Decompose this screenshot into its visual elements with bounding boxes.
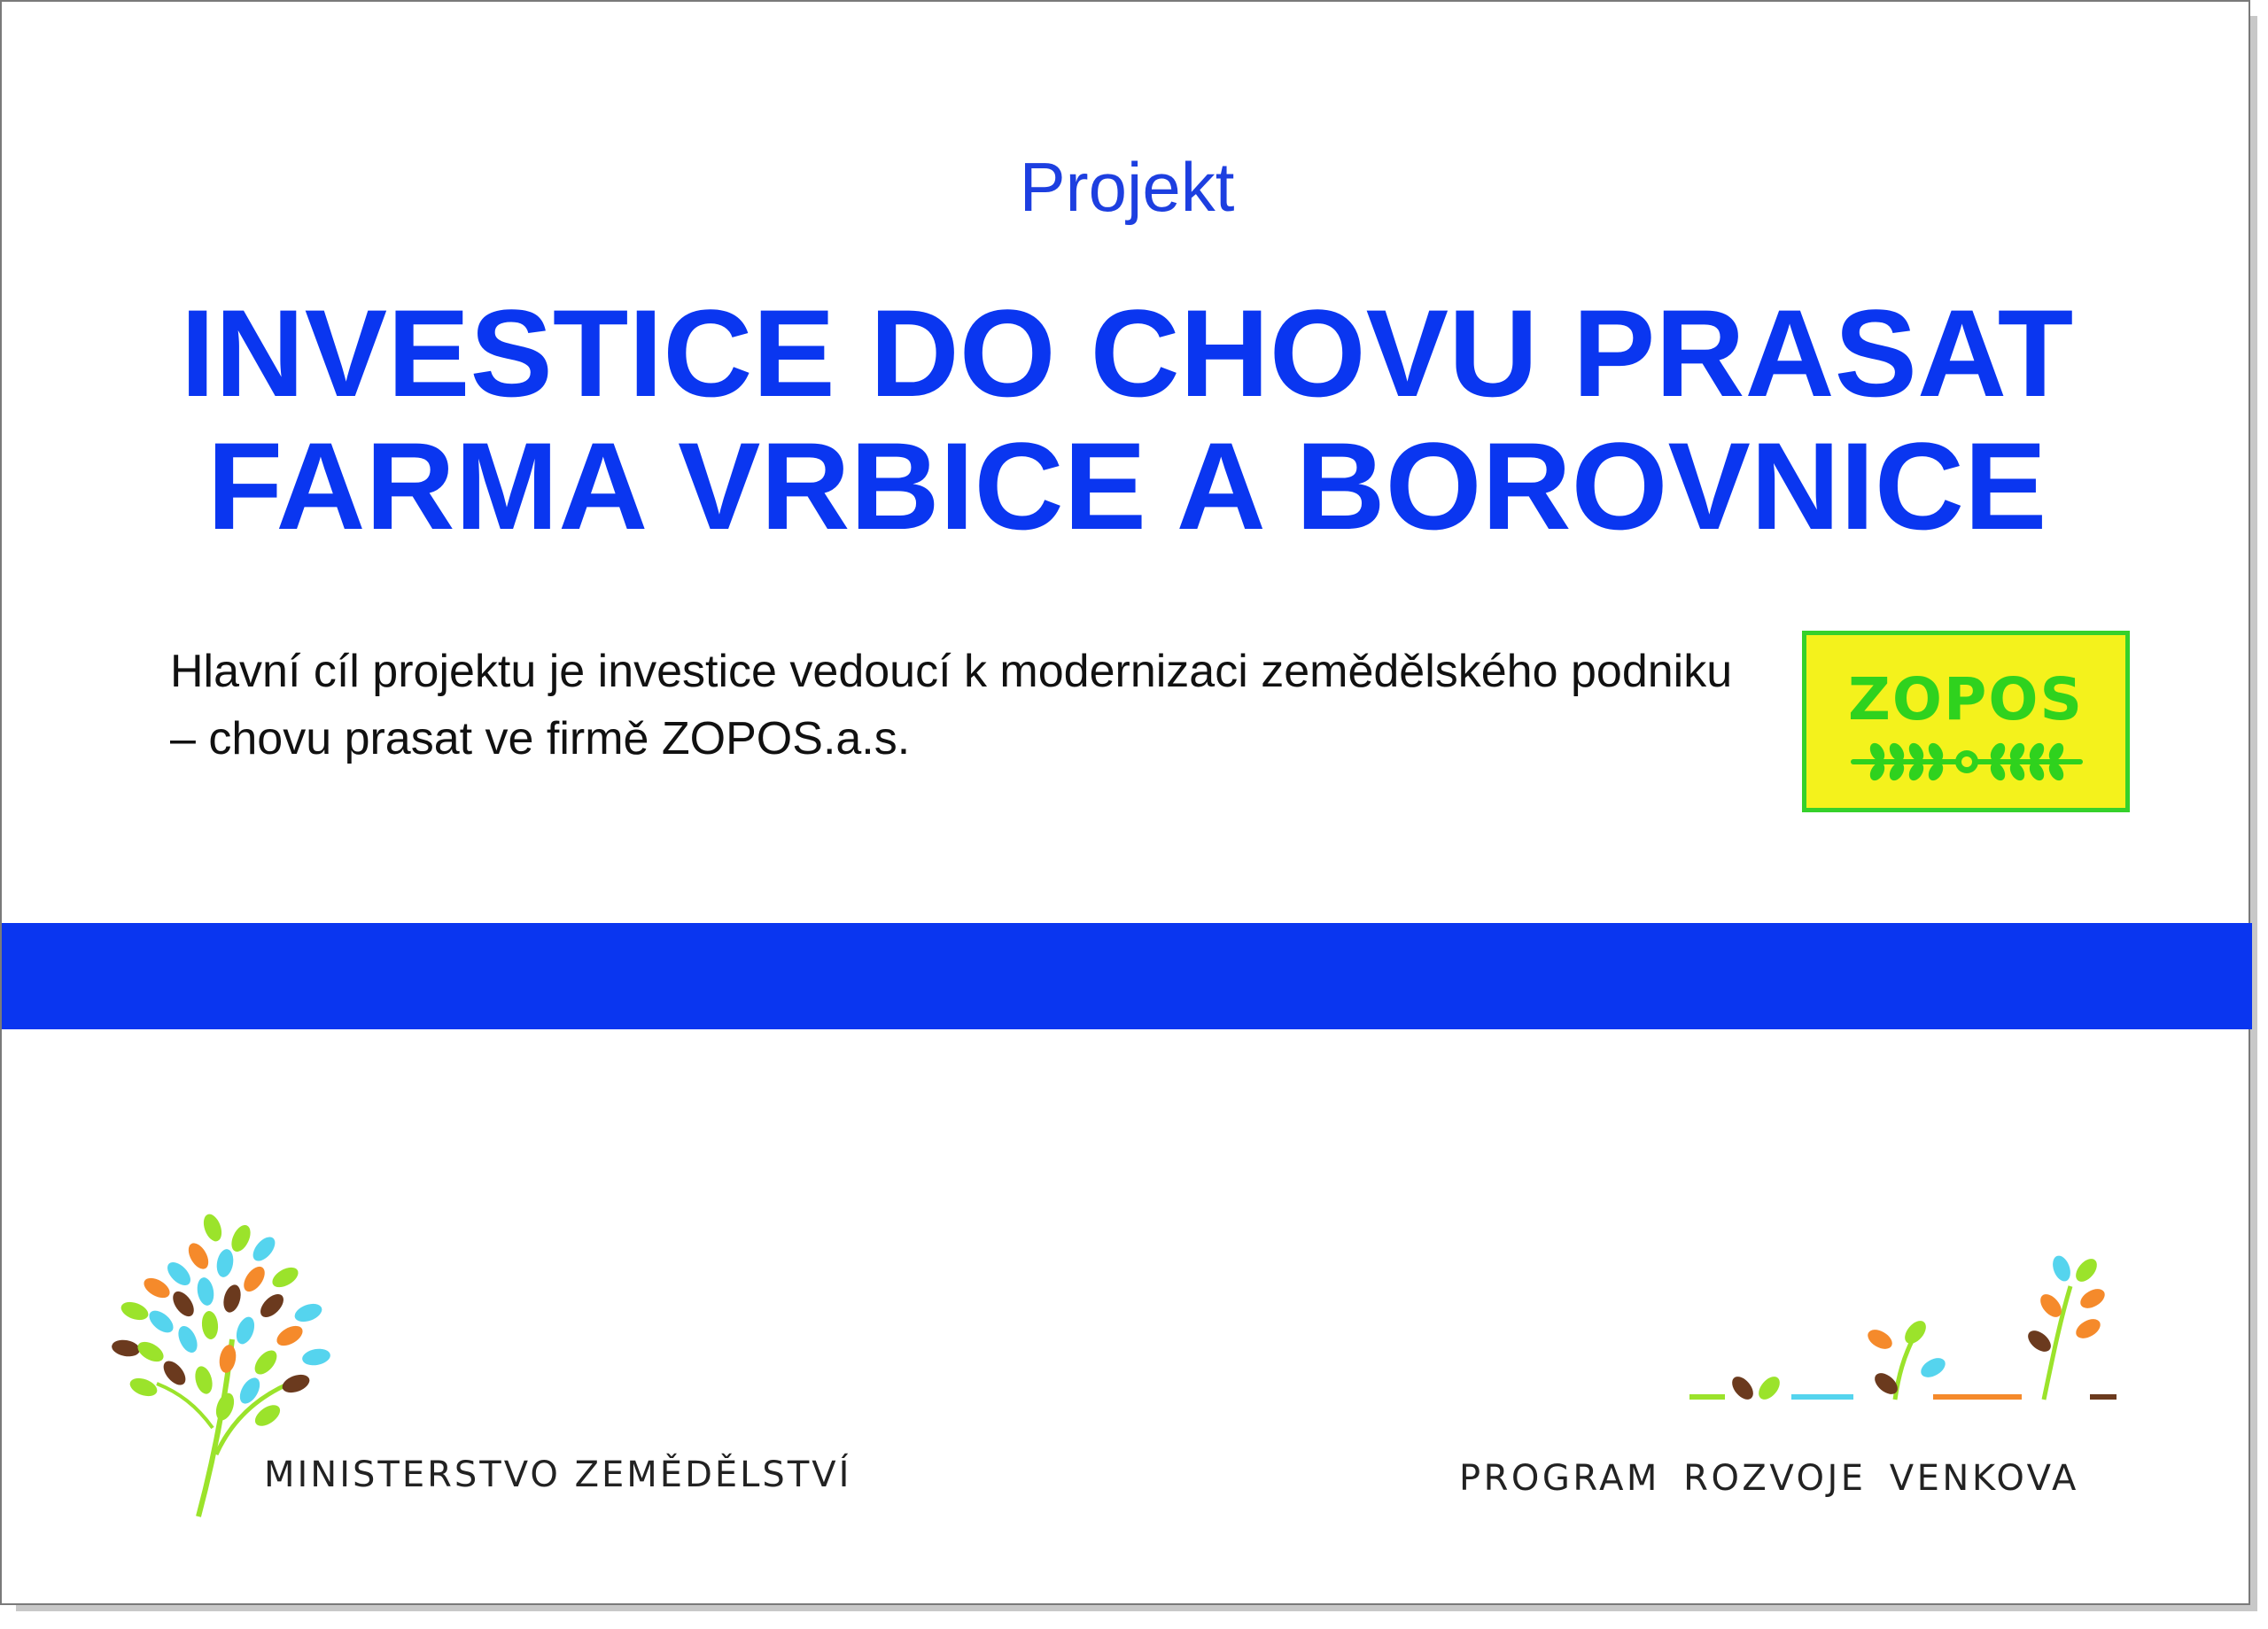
program-name: PROGRAM ROZVOJE VENKOVA — [1459, 1458, 2079, 1499]
sprouts-icon — [1681, 1251, 2132, 1415]
title-line-2: FARMA VRBICE A BOROVNICE — [206, 416, 2047, 555]
blue-divider-band — [2, 923, 2252, 1029]
project-description — [170, 638, 1800, 772]
zopos-logo — [1802, 631, 2130, 812]
title-line-1: INVESTICE DO CHOVU PRASAT — [180, 283, 2074, 423]
description-line-1: Hlavní cíl projektu je investice vedoucí k modernizaci zemědělského podniku — [170, 646, 1733, 697]
project-title — [2, 283, 2252, 555]
project-label: Projekt — [1019, 148, 1235, 226]
ministry-name: MINISTERSTVO ZEMĚDĚLSTVÍ — [264, 1454, 852, 1495]
wheat-ears-icon — [1851, 740, 2083, 784]
zopos-logo-text: ZOPOS — [1848, 665, 2084, 733]
description-line-2: – chovu prasat ve firmě ZOPOS.a.s. — [170, 713, 911, 764]
